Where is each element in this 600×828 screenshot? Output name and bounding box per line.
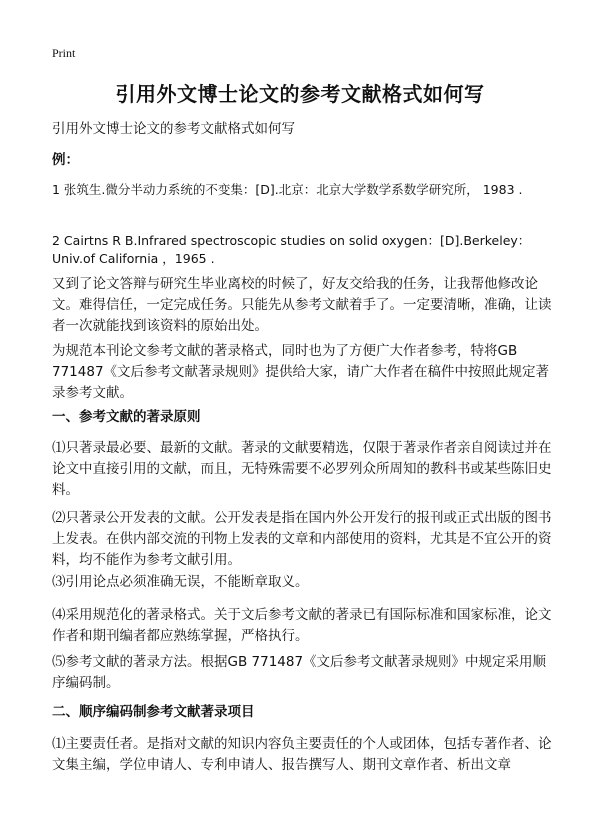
lead-line: 引用外文博士论文的参考文献格式如何写	[52, 121, 295, 137]
body-paragraph: 又到了论文答辩与研究生毕业离校的时候了，好友交给我的任务，让我帮他修改论文。难得信任，一定完成任务。只能先从参考文献着手了。一定要清晰，准确，让读者一次就能找到该资料的原始出处。	[52, 276, 552, 334]
principle-item: ⑶引用论点必须准确无误，不能断章取义。	[52, 574, 309, 590]
print-link[interactable]: Print	[52, 46, 76, 60]
reference-item: 2 Cairtns R B.Infrared spectroscopic studies on solid oxygen：[D].Berkeley： Univ.of California ，1965 .	[52, 233, 531, 266]
body-paragraph: 为规范本刊论文参考文献的著录格式，同时也为了方便广大作者参考，特将GB 771487《文后参考文献著录规则》提供给大家，请广大作者在稿件中按照此规定著录参考文献。	[52, 343, 550, 401]
reference-item: 1 张筑生.微分半动力系统的不变集：[D].北京：北京大学数学系数学研究所， 1983 .	[52, 182, 523, 197]
principle-item: ⑸参考文献的著录方法。根据GB 771487《文后参考文献著录规则》中规定采用顺序编码制。	[52, 654, 547, 691]
entry-item: ⑴主要责任者。是指对文献的知识内容负主要责任的个人或团体，包括专著作者、论文集主编，学位申请人、专利申请人、报告撰写人、期刊文章作者、析出文章	[52, 736, 552, 773]
page-title: 引用外文博士论文的参考文献格式如何写	[115, 82, 485, 106]
principle-item: ⑷采用规范化的著录格式。关于文后参考文献的著录已有国际标准和国家标准，论文作者和期刊编者都应熟练掌握，严格执行。	[52, 607, 552, 644]
principle-item: ⑵只著录公开发表的文献。公开发表是指在国内外公开发行的报刊或正式出版的图书上发表。在供内部交流的刊物上发表的文章和内部使用的资料，尤其是不宜公开的资料，均不能作为参考文献引用。	[52, 510, 552, 568]
example-label: 例：	[52, 152, 79, 168]
section-heading: 二、顺序编码制参考文献著录项目	[52, 704, 255, 720]
section-heading: 一、参考文献的著录原则	[52, 409, 201, 425]
principle-item: ⑴只著录最必要、最新的文献。著录的文献要精选，仅限于著录作者亲自阅读过并在论文中直接引用的文献，而且，无特殊需要不必罗列众所周知的教科书或某些陈旧史料。	[52, 440, 552, 498]
